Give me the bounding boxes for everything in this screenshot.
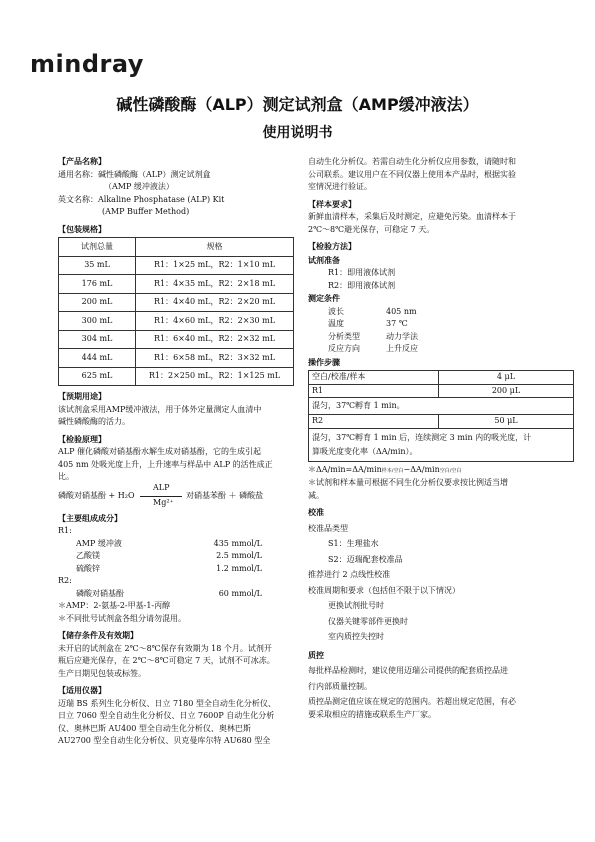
equation-products: 对硝基苯酚 ＋ 磷酸盐 bbox=[186, 490, 264, 500]
text-line: R2：即用液体试剂 bbox=[328, 280, 396, 290]
section-heading-components: 【主要组成成分】 bbox=[58, 513, 122, 523]
formula-subscript: 样本/空白 bbox=[381, 467, 404, 474]
formula bbox=[308, 464, 574, 478]
section-heading-method: 【检验方法】 bbox=[308, 242, 356, 251]
condition-row bbox=[308, 318, 574, 331]
table-cell: R1：6×58 mL，R2：3×32 mL bbox=[136, 349, 294, 368]
text-line: 瓶后应避光保存，在 2℃～8℃可稳定 7 天，试剂不可冰冻。 bbox=[58, 656, 275, 665]
text-line: 日立 7060 型全自动生化分析仪、日立 7600P 自动生化分析 bbox=[58, 711, 275, 720]
table-cell: R1：4×60 mL，R2：2×30 mL bbox=[136, 312, 294, 331]
table-cell: R1：1×25 mL，R2：1×10 mL bbox=[136, 256, 294, 275]
footnote: 减。 bbox=[308, 490, 324, 500]
table-cell: 176 mL bbox=[59, 275, 136, 294]
text-line: 行内部质量控制。 bbox=[308, 681, 372, 691]
table-cell: 625 mL bbox=[59, 367, 136, 386]
equation-cofactor: Mg²⁺ bbox=[153, 497, 174, 507]
table-cell: R2 bbox=[309, 415, 439, 429]
table-row bbox=[309, 371, 574, 385]
reagent-label-r1: R1: bbox=[58, 526, 72, 535]
table-cell: 444 mL bbox=[59, 349, 136, 368]
table-row bbox=[59, 349, 294, 368]
formula-text: ＊ΔA/min=ΔA/min bbox=[308, 464, 382, 474]
product-en-name bbox=[58, 194, 294, 207]
text-line: 公司联系。建议用户在不同仪器上使用本产品时，根据实验 bbox=[308, 169, 516, 179]
component-value: 1.2 mmol/L bbox=[216, 563, 262, 573]
text-line: ALP 催化磷酸对硝基酚水解生成对硝基酚，它的生成引起 bbox=[58, 447, 262, 456]
procedure-table bbox=[308, 370, 574, 462]
text-line: 生产日期见包装或标签。 bbox=[58, 668, 146, 678]
condition-key: 波长 bbox=[328, 306, 344, 316]
list-item: 室内质控失控时 bbox=[328, 632, 384, 641]
condition-value: 37 ℃ bbox=[386, 319, 408, 328]
text-line: 新鲜血清样本，采集后及时测定，应避免污染。血清样本于 bbox=[308, 212, 516, 221]
text-line: 未开启的试剂盒在 2℃～8℃保存有效期为 18 个月。试剂开 bbox=[58, 643, 272, 653]
component-row bbox=[58, 563, 294, 576]
right-column bbox=[308, 156, 574, 721]
formula-subscript: 空白/空白 bbox=[439, 467, 462, 474]
equation-enzyme: ALP bbox=[153, 482, 170, 492]
table-cell: 混匀，37℃孵育 1 min。 bbox=[309, 398, 574, 415]
table-row bbox=[309, 415, 574, 429]
text-line: 室情况进行验证。 bbox=[308, 182, 372, 191]
condition-value: 动力学法 bbox=[386, 331, 418, 341]
section-heading-qc: 质控 bbox=[308, 650, 324, 660]
label: 通用名称： bbox=[58, 169, 98, 179]
left-column bbox=[58, 156, 294, 748]
product-cn-name bbox=[58, 169, 294, 182]
subheading-conditions: 测定条件 bbox=[308, 294, 340, 303]
column-header: 试剂总量 bbox=[59, 238, 136, 257]
component-value: 2.5 mmol/L bbox=[216, 551, 262, 560]
table-row bbox=[59, 256, 294, 275]
value: 碱性磷酸酶（ALP）测定试剂盒 bbox=[98, 169, 211, 179]
text-line: S1：生理盐水 bbox=[328, 539, 379, 548]
table-cell: 304 mL bbox=[59, 330, 136, 349]
component-value: 435 mmol/L bbox=[213, 538, 262, 548]
component-name: 硫酸锌 bbox=[76, 563, 100, 573]
list-item: 更换试剂批号时 bbox=[328, 601, 384, 610]
text-line: 405 nm 处吸光度上升，上升速率与样品中 ALP 的活性成正 bbox=[58, 459, 273, 469]
text-line: R1：即用液体试剂 bbox=[328, 268, 396, 277]
text-line: 该试剂盒采用AMP缓冲液法，用于体外定量测定人血清中 bbox=[58, 404, 262, 414]
table-cell: 200 mL bbox=[59, 293, 136, 312]
table-cell: 35 mL bbox=[59, 256, 136, 275]
table-row bbox=[59, 330, 294, 349]
table-row bbox=[309, 384, 574, 398]
footnote: ＊AMP：2-氨基-2-甲基-1-丙醇 bbox=[58, 601, 171, 610]
table-header-row bbox=[59, 238, 294, 257]
text-line: 碱性磷酸酶的活力。 bbox=[58, 417, 130, 426]
condition-value: 上升反应 bbox=[386, 344, 418, 353]
list-item: 仪器关键零部件更换时 bbox=[328, 616, 408, 626]
text-line: 仪、奥林巴斯 AU400 型全自动生化分析仪、奥林巴斯 bbox=[58, 723, 251, 733]
column-header: 规格 bbox=[136, 238, 294, 257]
table-row bbox=[309, 398, 574, 415]
document-subtitle: 使用说明书 bbox=[262, 125, 333, 141]
section-heading-intended-use: 【预期用途】 bbox=[58, 392, 106, 401]
condition-key: 温度 bbox=[328, 319, 344, 328]
component-value: 60 mmol/L bbox=[218, 588, 262, 598]
component-name: 磷酸对硝基酚 bbox=[76, 588, 124, 598]
subheading-steps: 操作步骤 bbox=[308, 357, 340, 367]
section-heading-principle: 【检验原理】 bbox=[58, 434, 106, 444]
text-line: 要采取相应的措施或联系生产厂家。 bbox=[308, 709, 436, 719]
condition-row bbox=[308, 343, 574, 356]
table-cell: R1：4×40 mL，R2：2×20 mL bbox=[136, 293, 294, 312]
equation-reactants: 磷酸对硝基酚 + H₂O bbox=[58, 490, 135, 500]
reaction-equation bbox=[58, 484, 294, 508]
text-line: 迈瑞 BS 系列生化分析仪、日立 7180 型全自动生化分析仪、 bbox=[58, 698, 276, 708]
condition-row bbox=[308, 331, 574, 344]
condition-row bbox=[308, 306, 574, 319]
component-name: AMP 缓冲液 bbox=[76, 538, 122, 548]
text-line: 2℃～8℃避光保存，可稳定 7 天。 bbox=[308, 224, 435, 234]
section-heading-storage: 【储存条件及有效期】 bbox=[58, 631, 138, 640]
text-line: 每批样品检测时，建议使用迈瑞公司提供的配套质控品进 bbox=[308, 666, 508, 675]
text-line: 比。 bbox=[58, 472, 74, 481]
condition-key: 反应方向 bbox=[328, 344, 360, 353]
text-line: S2：迈瑞配套校准品 bbox=[328, 554, 403, 564]
footnote: ＊不同批号试剂盒各组分请勿混用。 bbox=[58, 613, 186, 623]
table-cell: 空白/校准/样本 bbox=[309, 371, 439, 385]
text-line: 推荐进行 2 点线性校准 bbox=[308, 570, 391, 579]
value: Alkaline Phosphatase (ALP) Kit bbox=[98, 194, 225, 204]
subheading-reagent-prep: 试剂准备 bbox=[308, 255, 340, 265]
table-row bbox=[309, 428, 574, 461]
section-heading-instruments: 【适用仪器】 bbox=[58, 686, 106, 695]
section-heading-product-name: 【产品名称】 bbox=[58, 157, 106, 166]
text-line: AU2700 型全自动生化分析仪、贝克曼库尔特 AU680 型全 bbox=[58, 736, 271, 745]
table-row bbox=[59, 293, 294, 312]
condition-key: 分析类型 bbox=[328, 331, 360, 341]
component-row bbox=[58, 588, 294, 601]
text-line: 质控品测定值应该在规定的范围内。若超出规定范围，有必 bbox=[308, 697, 516, 706]
condition-value: 405 nm bbox=[386, 306, 417, 316]
component-name: 乙酸镁 bbox=[76, 551, 100, 560]
table-cell: 300 mL bbox=[59, 312, 136, 331]
table-cell: R1：4×35 mL，R2：2×18 mL bbox=[136, 275, 294, 294]
table-cell: 50 μL bbox=[439, 415, 574, 429]
section-heading-packaging: 【包装规格】 bbox=[58, 224, 106, 234]
footnote: ＊试剂和样本量可根据不同生化分析仪要求按比例适当增 bbox=[308, 478, 508, 487]
label: 英文名称： bbox=[58, 194, 98, 204]
document-title: 碱性磷酸酶（ALP）测定试剂盒（AMP缓冲液法） bbox=[116, 95, 479, 114]
table-cell: R1 bbox=[309, 384, 439, 398]
text-line: 自动生化分析仪。若需自动生化分析仪应用参数，请随时和 bbox=[308, 157, 516, 166]
text-line: 算吸光度变化率（ΔA/min）。 bbox=[312, 446, 418, 456]
component-row bbox=[58, 550, 294, 563]
brand-logo: mindray bbox=[30, 50, 144, 78]
reagent-label-r2: R2: bbox=[58, 576, 72, 585]
table-row bbox=[59, 312, 294, 331]
product-en-name-2: (AMP Buffer Method) bbox=[102, 207, 190, 216]
table-cell: 200 μL bbox=[439, 384, 574, 398]
text-line: 校准品类型 bbox=[308, 523, 348, 533]
product-cn-name-2: （AMP 缓冲液法） bbox=[104, 182, 174, 191]
table-row bbox=[59, 367, 294, 386]
table-cell bbox=[309, 428, 574, 461]
formula-text: −ΔA/min bbox=[403, 464, 440, 474]
text-line: 校准周期和要求（包括但不限于以下情况） bbox=[308, 585, 460, 595]
table-cell: R1：2×250 mL，R2：1×125 mL bbox=[136, 367, 294, 386]
table-row bbox=[59, 275, 294, 294]
packaging-table bbox=[58, 237, 294, 386]
table-cell: 4 μL bbox=[439, 371, 574, 385]
text-line: 混匀，37℃孵育 1 min 后，连续测定 3 min 内的吸光度，计 bbox=[312, 432, 532, 442]
table-cell: R1：6×40 mL，R2：2×32 mL bbox=[136, 330, 294, 349]
section-heading-sample: 【样本要求】 bbox=[308, 199, 356, 209]
component-row bbox=[58, 538, 294, 551]
section-heading-calibration: 校准 bbox=[308, 508, 324, 517]
